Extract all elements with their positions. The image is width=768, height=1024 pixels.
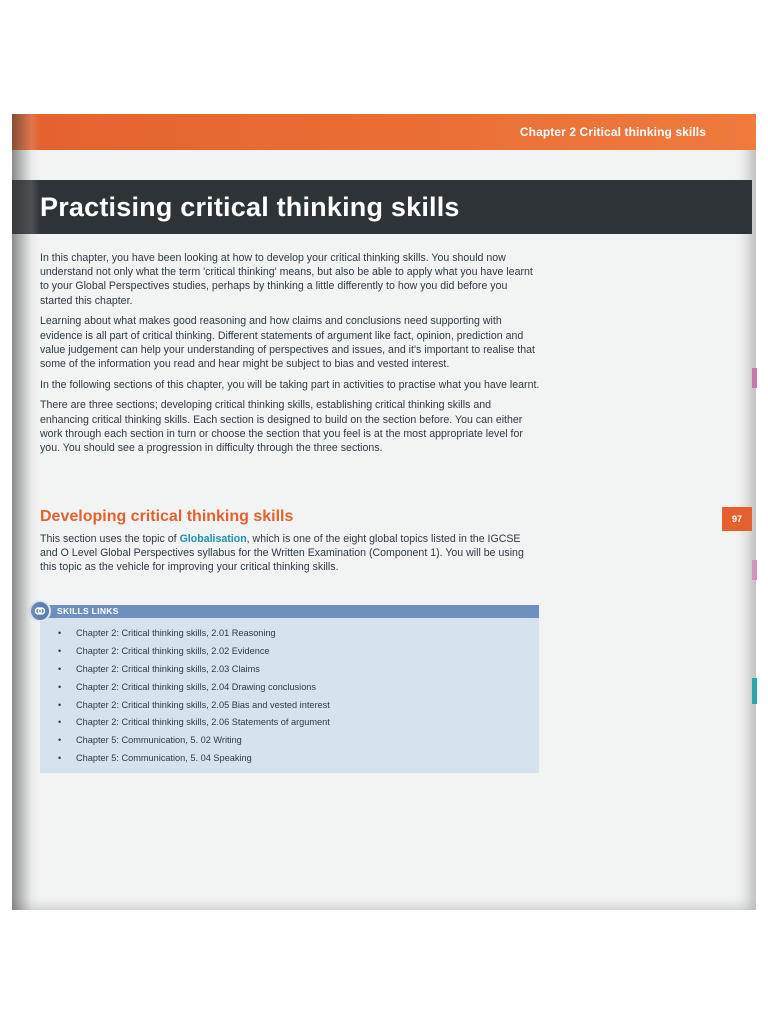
section-text-after: , which is one of the eight global topics listed in the IGCSE and O Level Global Perspectives syllabus for the Written Examination (Component 1). You will be using this topic as the vehicle for improving your critical thinking skills. bbox=[40, 533, 524, 574]
bullet: • bbox=[58, 681, 62, 692]
bullet: • bbox=[58, 645, 62, 656]
list-item-label: Chapter 5: Communication, 5. 04 Speaking bbox=[76, 753, 252, 764]
page-title: Practising critical thinking skills bbox=[40, 192, 460, 222]
bullet: • bbox=[58, 753, 62, 764]
chapter-label: Chapter 2 Critical thinking skills bbox=[519, 125, 706, 139]
section-heading: Developing critical thinking skills bbox=[40, 508, 294, 525]
intro-text bbox=[40, 251, 540, 462]
list-item[interactable] bbox=[58, 679, 330, 697]
list-item[interactable] bbox=[58, 661, 330, 679]
page-gutter-shadow bbox=[12, 114, 40, 910]
list-item-label: Chapter 2: Critical thinking skills, 2.03 Claims bbox=[76, 663, 260, 674]
side-tab-pink bbox=[752, 368, 757, 388]
skills-links-label: SKILLS LINKS bbox=[57, 606, 119, 616]
list-item[interactable] bbox=[58, 697, 330, 715]
list-item-label: Chapter 2: Critical thinking skills, 2.01 Reasoning bbox=[76, 628, 276, 638]
intro-paragraph: There are three sections; developing critical thinking skills, establishing critical thinking skills and enhancing critical thinking skills. Each section is designed to build on the section before. You can either work through each section in turn or choose the section that you feel is at the most appropriate level for you. You should see a progression in difficulty through the three sections. bbox=[40, 399, 523, 454]
side-tab-pink-lower bbox=[752, 560, 757, 580]
skills-links-list bbox=[58, 625, 330, 768]
list-item-label: Chapter 2: Critical thinking skills, 2.04 Drawing conclusions bbox=[76, 681, 317, 692]
section-paragraph bbox=[40, 532, 530, 575]
topic-link[interactable]: Globalisation bbox=[179, 533, 247, 545]
list-item-label: Chapter 5: Communication, 5. 02 Writing bbox=[76, 735, 242, 746]
list-item[interactable] bbox=[58, 625, 330, 643]
bullet: • bbox=[58, 663, 62, 674]
intro-paragraph: Learning about what makes good reasoning and how claims and conclusions need supporting with evidence is all part of critical thinking. Different statements of argument like fact, opinion, prediction and value judgement can help your understanding of perspectives and issues, and it's important to realise that some of the information you read and hear might be subject to bias and vested interest. bbox=[40, 315, 535, 370]
intro-paragraph: In this chapter, you have been looking at how to develop your critical thinking skills. You should now understand not only what the term 'critical thinking' means, but also be able to apply what you have learnt to your Global Perspectives studies, perhaps by thinking a little differently to how you did before you started this chapter. bbox=[40, 252, 533, 307]
bullet: • bbox=[58, 628, 62, 638]
side-tab-teal bbox=[752, 678, 757, 704]
bullet: • bbox=[58, 699, 62, 710]
bullet: • bbox=[58, 717, 62, 728]
list-item-label: Chapter 2: Critical thinking skills, 2.06 Statements of argument bbox=[76, 717, 330, 728]
list-item[interactable] bbox=[58, 732, 330, 750]
page-number: 97 bbox=[722, 507, 752, 531]
list-item[interactable] bbox=[58, 750, 330, 768]
section-text-before: This section uses the topic of bbox=[40, 533, 180, 545]
list-item-label: Chapter 2: Critical thinking skills, 2.05 Bias and vested interest bbox=[76, 699, 330, 710]
list-item[interactable] bbox=[58, 714, 330, 732]
intro-paragraph: In the following sections of this chapter, you will be taking part in activities to practise what you have learnt. bbox=[40, 378, 540, 391]
list-item[interactable] bbox=[58, 643, 330, 661]
bullet: • bbox=[58, 735, 62, 746]
list-item-label: Chapter 2: Critical thinking skills, 2.02 Evidence bbox=[76, 645, 270, 656]
